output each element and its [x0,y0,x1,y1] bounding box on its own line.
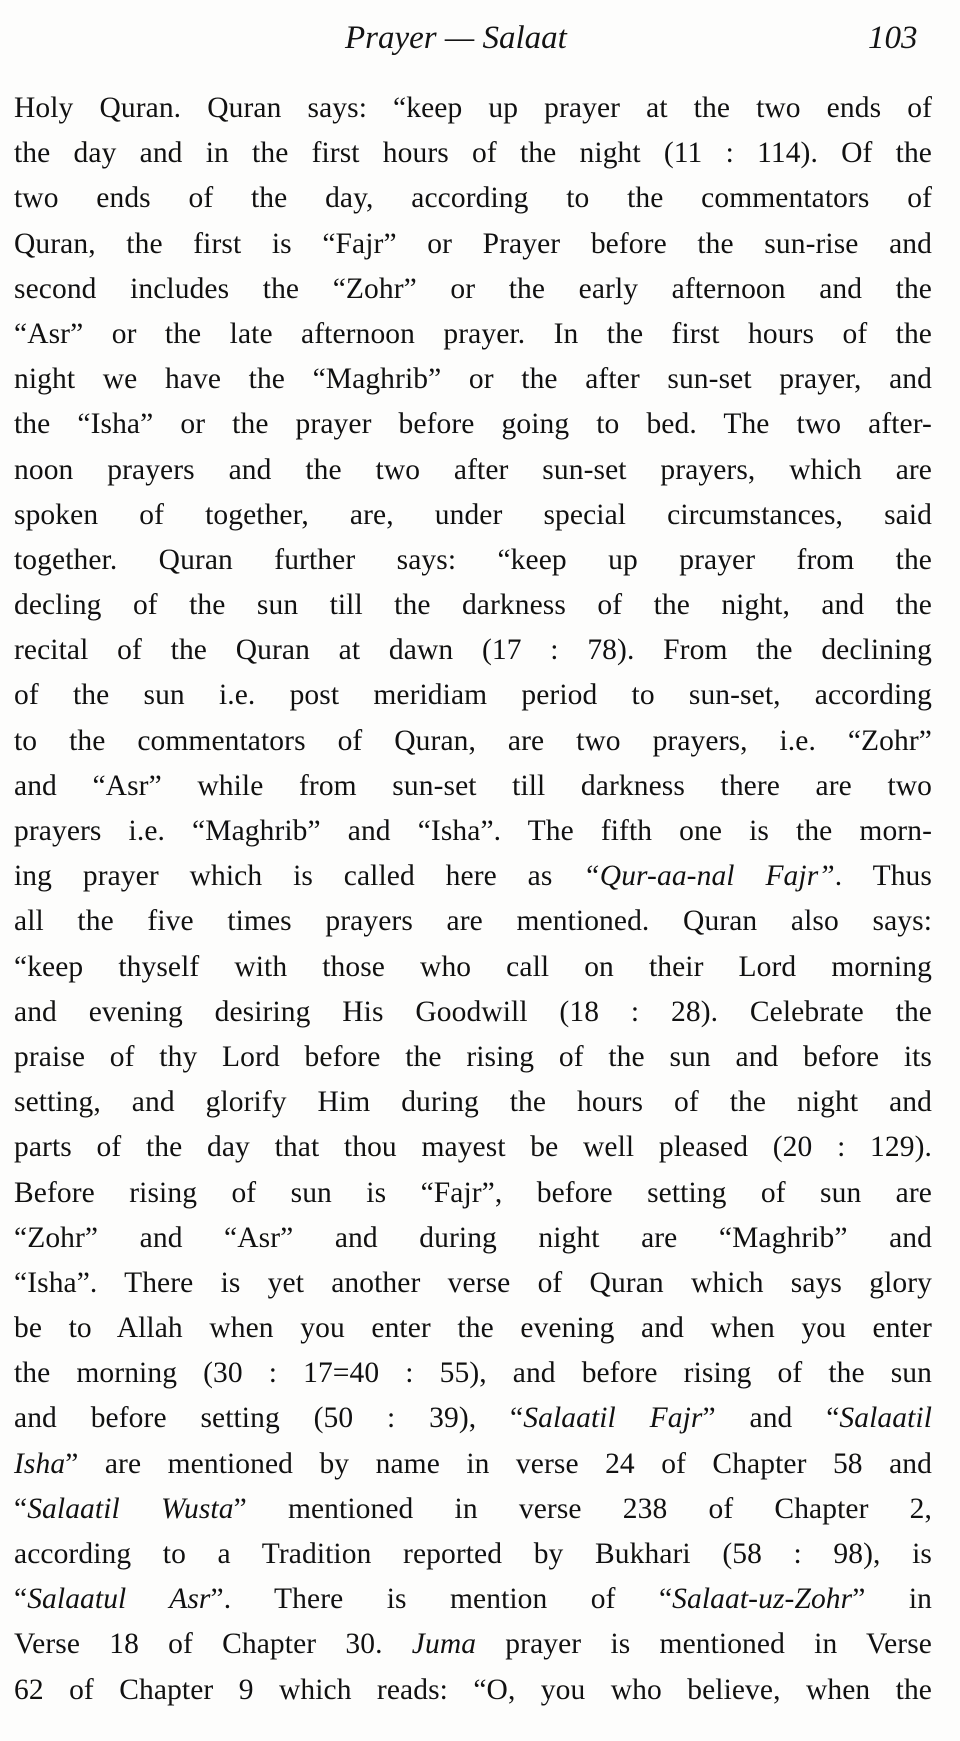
text-segment: according to a Tradition reported by Bukhari (58 : 98), is [14,1538,932,1570]
text-line [14,899,932,944]
text-segment: spoken of together, are, under special circumstances, said [14,498,932,531]
text-segment: ”. There is mention of “ [210,1583,673,1616]
text-line [14,538,932,583]
text-segment: prayer is mentioned in Verse [476,1628,932,1661]
text-line [14,628,932,673]
italic-phrase: Salaatil Fajr [523,1402,703,1435]
italic-phrase: Isha [14,1447,66,1480]
text-line [14,1171,932,1216]
text-line [14,809,932,854]
text-segment: parts of the day that thou mayest be well pleased (20 : 129). [14,1131,932,1164]
text-segment: second includes the “Zohr” or the early afternoon and the [14,272,932,305]
text-line [14,1487,932,1532]
text-line [14,673,932,718]
text-line [14,1035,932,1080]
text-segment: to the commentators of Quran, are two prayers, i.e. “Zohr” [14,724,932,757]
text-line [14,1125,932,1170]
text-line [14,448,932,493]
text-segment: “ [14,1492,28,1525]
text-segment: ” in [852,1583,932,1616]
body-text [14,86,932,1713]
text-segment: recital of the Quran at dawn (17 : 78). From the declining [14,634,932,667]
text-segment: “Isha”. There is yet another verse of Quran which says glory [14,1266,932,1299]
text-segment: two ends of the day, according to the commentators of [14,182,932,215]
text-line [14,583,932,628]
text-segment: 62 of Chapter 9 which reads: “O, you who believe, when the [14,1673,932,1706]
text-segment: “ [14,1583,28,1616]
text-line [14,1577,932,1622]
text-segment: the morning (30 : 17=40 : 55), and before rising of the sun [14,1357,932,1390]
text-line [14,357,932,402]
text-segment: prayers i.e. “Maghrib” and “Isha”. The fifth one is the morn- [14,815,932,847]
text-line [14,1622,932,1667]
text-line [14,1396,932,1441]
text-line [14,945,932,990]
text-line [14,854,932,899]
text-segment: ” and “ [702,1402,840,1435]
text-line [14,493,932,538]
text-segment: and evening desiring His Goodwill (18 : 28). Celebrate the [14,995,932,1028]
text-segment: “Asr” or the late afternoon prayer. In the first hours of the [14,317,932,350]
text-segment: ing prayer which is called here as [14,860,584,893]
text-segment: night we have the “Maghrib” or the after sun-set prayer, and [14,363,932,396]
text-segment: . Thus [834,860,932,893]
text-line [14,990,932,1035]
page-header [0,18,960,68]
text-segment: setting, and glorify Him during the hours of the night and [14,1086,932,1119]
text-line [14,131,932,176]
italic-phrase: Salaat-uz-Zohr [672,1583,853,1616]
text-line [14,1351,932,1396]
italic-phrase: Juma [411,1628,477,1661]
text-line [14,1216,932,1261]
text-line [14,764,932,809]
text-segment: decling of the sun till the darkness of the night, and the [14,589,932,622]
text-segment: ” mentioned in verse 238 of Chapter 2, [233,1492,932,1525]
text-segment: praise of thy Lord before the rising of the sun and before its [14,1040,932,1073]
text-line [14,1442,932,1487]
text-line [14,1532,932,1577]
text-segment: Holy Quran. Quran says: “keep up prayer at the two ends of [14,92,932,124]
text-line [14,176,932,221]
italic-phrase: Salaatil [839,1402,933,1435]
italic-phrase: “Qur-aa-nal Fajr” [583,860,835,893]
text-segment: noon prayers and the two after sun-set prayers, which are [14,453,932,486]
text-segment: “Zohr” and “Asr” and during night are “Maghrib” and [14,1221,932,1254]
text-segment: be to Allah when you enter the evening and when you enter [14,1312,932,1345]
text-line [14,1668,932,1713]
text-line [14,1306,932,1351]
text-segment: Verse 18 of Chapter 30. [14,1628,412,1661]
page-number: 103 [868,20,918,56]
italic-phrase: Salaatil Wusta [27,1492,234,1525]
text-segment: ” are mentioned by name in verse 24 of Chapter 58 and [65,1447,932,1480]
text-segment: the day and in the first hours of the night (11 : 114). Of the [14,137,932,170]
text-line [14,1080,932,1125]
text-segment: and “Asr” while from sun-set till darkness there are two [14,769,932,802]
text-line [14,1261,932,1306]
text-segment: and before setting (50 : 39), “ [14,1402,524,1435]
running-title: Prayer — Salaat [345,20,567,56]
text-segment: “keep thyself with those who call on their Lord morning [14,950,932,983]
text-line [14,267,932,312]
text-line [14,86,932,131]
text-line [14,222,932,267]
italic-phrase: Salaatul Asr [27,1583,211,1616]
text-segment: Quran, the first is “Fajr” or Prayer before the sun-rise and [14,227,932,260]
text-segment: all the five times prayers are mentioned. Quran also says: [14,905,932,938]
text-segment: Before rising of sun is “Fajr”, before setting of sun are [14,1176,932,1209]
text-line [14,719,932,764]
text-line [14,312,932,357]
text-segment: together. Quran further says: “keep up prayer from the [14,543,932,576]
text-segment: the “Isha” or the prayer before going to bed. The two after- [14,408,932,441]
text-segment: of the sun i.e. post meridiam period to sun-set, according [14,679,932,712]
text-line [14,402,932,447]
